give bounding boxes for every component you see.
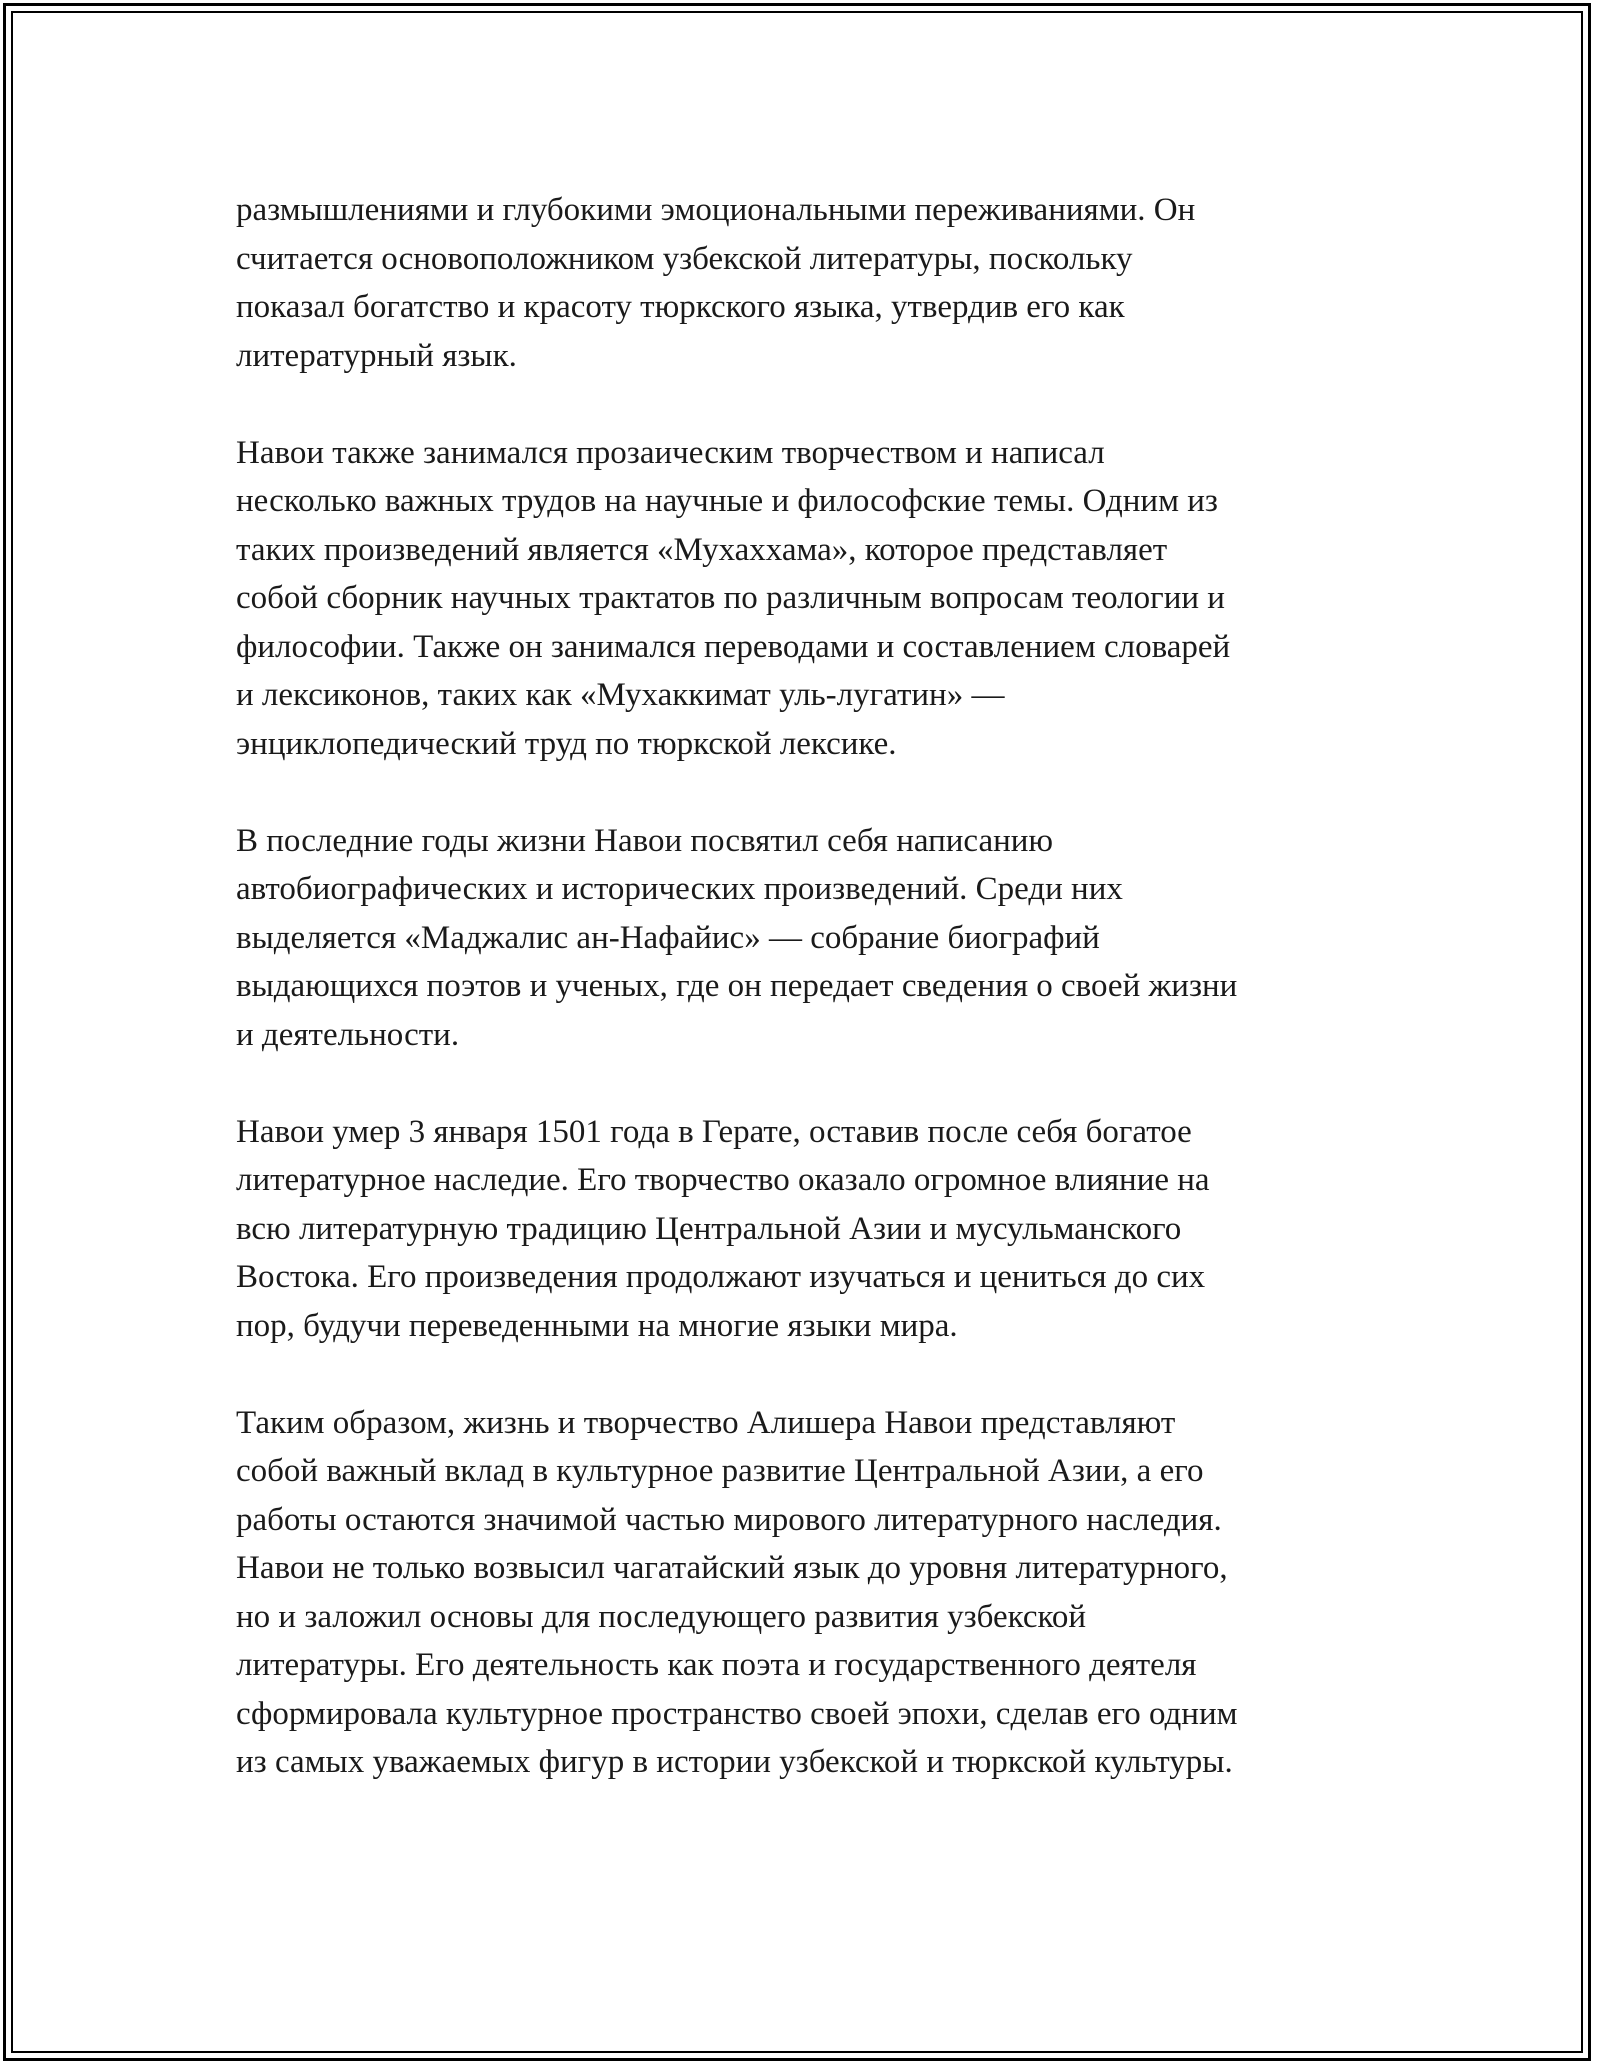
text-line: размышлениями и глубокими эмоциональными переживаниями. Он [236,192,1196,228]
text-line: Навои умер 3 января 1501 года в Герате, оставив после себя богатое [236,1113,1192,1150]
text-line: энциклопедический труд по тюркской лексике. [236,725,897,762]
text-line: пор, будучи переведенными на многие языки мира. [236,1307,958,1344]
text-line: Востока. Его произведения продолжают изучаться и цениться до сих [236,1259,1206,1295]
text-line: Навои не только возвысил чагатайский язык до уровня литературного, [236,1550,1228,1586]
text-line: философии. Также он занимался переводами и составлением словарей [236,628,1231,665]
paragraph-2 [236,429,1366,769]
text-line: из самых уважаемых фигур в истории узбекской и тюркской культуры. [236,1744,1233,1780]
text-line: В последние годы жизни Навои посвятил себя написанию [236,822,1054,859]
paragraph-4 [236,1108,1366,1351]
text-line: автобиографических и исторических произведений. Среди них [236,871,1123,907]
text-line: но и заложил основы для последующего развития узбекской [236,1598,1087,1635]
text-line: собой сборник научных трактатов по различным вопросам теологии и [236,580,1225,616]
text-line: работы остаются значимой частью мирового литературного наследия. [236,1501,1222,1538]
text-line: таких произведений является «Мухаххама», которое представляет [236,531,1168,568]
text-line: выдающихся поэтов и ученых, где он передает сведения о своей жизни [236,968,1238,1004]
text-line: литературный язык. [236,337,517,374]
text-line: собой важный вклад в культурное развитие Центральной Азии, а его [236,1453,1204,1489]
text-line: сформировала культурное пространство своей эпохи, сделав его одним [236,1695,1238,1732]
text-line: литературное наследие. Его творчество оказало огромное влияние на [236,1162,1210,1198]
text-line: несколько важных трудов на научные и философские темы. Одним из [236,483,1218,519]
paragraph-3 [236,817,1366,1060]
paragraph-1 [236,186,1366,380]
text-line: выделяется «Маджалис ан-Нафайис» — собрание биографий [236,919,1100,956]
text-line: считается основоположником узбекской литературы, поскольку [236,240,1133,277]
text-line: показал богатство и красоту тюркского языка, утвердив его как [236,289,1125,325]
text-line: всю литературную традицию Центральной Азии и мусульманского [236,1210,1182,1247]
document-body [236,186,1366,1787]
text-line: и лексиконов, таких как «Мухаккимат уль-лугатин» — [236,677,1005,713]
text-line: Навои также занимался прозаическим творчеством и написал [236,434,1105,471]
paragraph-5 [236,1399,1366,1787]
text-line: и деятельности. [236,1016,460,1053]
text-line: Таким образом, жизнь и творчество Алишера Навои представляют [236,1404,1176,1441]
text-line: литературы. Его деятельность как поэта и государственного деятеля [236,1647,1197,1683]
